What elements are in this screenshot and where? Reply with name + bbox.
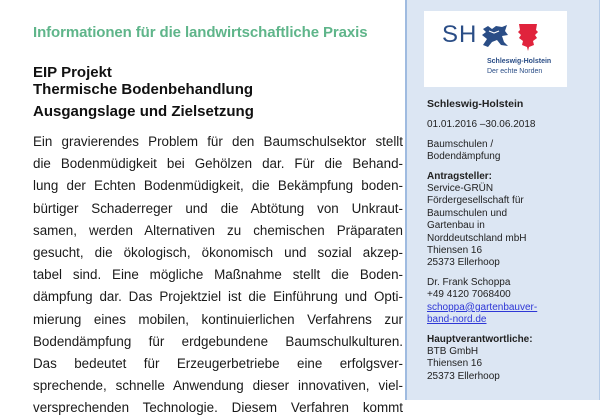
lead-label: Hauptverantwortliche: [427,333,533,345]
applicant-line: Fördergesellschaft für [427,195,524,207]
body-line: dämpfung dar. Das Projektziel ist die Einführung und Opti- [33,289,403,305]
topic-line-1: Baumschulen / [427,138,494,150]
body-line: Ein gravierendes Problem für den Baumschulsektor stellt [33,134,403,149]
contact-email-link[interactable] [427,302,537,325]
project-period: 01.01.2016 –30.06.2018 [427,119,536,131]
topic-line-2: Bodendämpfung [427,151,501,163]
body-line: lung der Echten Bodenmüdigkeit, die Bekämpfung boden- [33,178,403,194]
applicant-line: Thiensen 16 [427,245,483,257]
body-line: gesucht, die ökologisch, ökonomisch und sozial akzep- [33,245,403,261]
email-line-1[interactable]: schoppa@gartenbauver- [427,301,538,313]
nettle-leaf-icon [518,23,538,51]
project-info [427,98,597,390]
applicant-line: Service-GRÜN [427,183,494,195]
body-line: die Bodenmüdigkeit bei Gehölzen dar. Für die Behand- [33,156,403,172]
project-topic [427,139,597,164]
body-paragraph [33,131,403,420]
title-line-1: EIP Projekt [33,64,112,81]
body-line: mierung eines mobilen, kontinuierlichen Verfahrens zur [33,311,403,327]
lead-block [427,334,597,384]
applicant-line: Baumschulen und [427,207,508,219]
body-line: Das bedeutet für Erzeugerbetriebe eine erfolgsver- [33,356,403,372]
body-line: Bodendämpfung für erdgebundene Baumschulkulturen. [33,333,403,349]
region-label: Schleswig-Holstein [427,98,524,110]
body-line: tabel sind. Eine mögliche Maßnahme stellt die Boden- [33,267,403,283]
logo-tagline: Der echte Norden [487,68,543,75]
contact-phone: +49 4120 7068400 [427,289,511,301]
contact-name: Dr. Frank Schoppa [427,276,511,288]
body-line: bürtiger Schaderreger und die Abtötung von Unkraut- [33,200,403,216]
lion-icon [480,23,510,49]
body-line: versprechenden Technologie. Diesem Verfahren kommt [33,400,403,416]
applicant-block [427,171,597,270]
contact-block [427,277,597,327]
title-line-2: Thermische Bodenbehandlung [33,81,254,98]
applicant-line: 25373 Ellerhoop [427,257,500,269]
info-sidebar [405,0,600,400]
kicker-heading: Informationen für die landwirtschaftliche Praxis [33,24,368,41]
section-heading: Ausgangslage und Zielsetzung [33,103,254,120]
logo-abbr: SH [442,21,478,48]
applicant-label: Antragsteller: [427,170,493,182]
sh-logo [424,11,567,87]
lead-line: BTB GmbH [427,345,479,357]
applicant-line: Norddeutschland mbH [427,232,527,244]
body-line: sprechende, schnelle Anwendung dieser innovativen, viel- [33,378,403,394]
applicant-line: Gartenbau in [427,220,485,232]
lead-line: 25373 Ellerhoop [427,370,500,382]
body-line: samen, werden Alternativen zu chemischen Präparaten [33,222,403,238]
logo-name: Schleswig-Holstein [487,58,552,65]
document-title [33,64,253,98]
lead-line: Thiensen 16 [427,358,483,370]
email-line-2[interactable]: band-nord.de [427,314,487,326]
